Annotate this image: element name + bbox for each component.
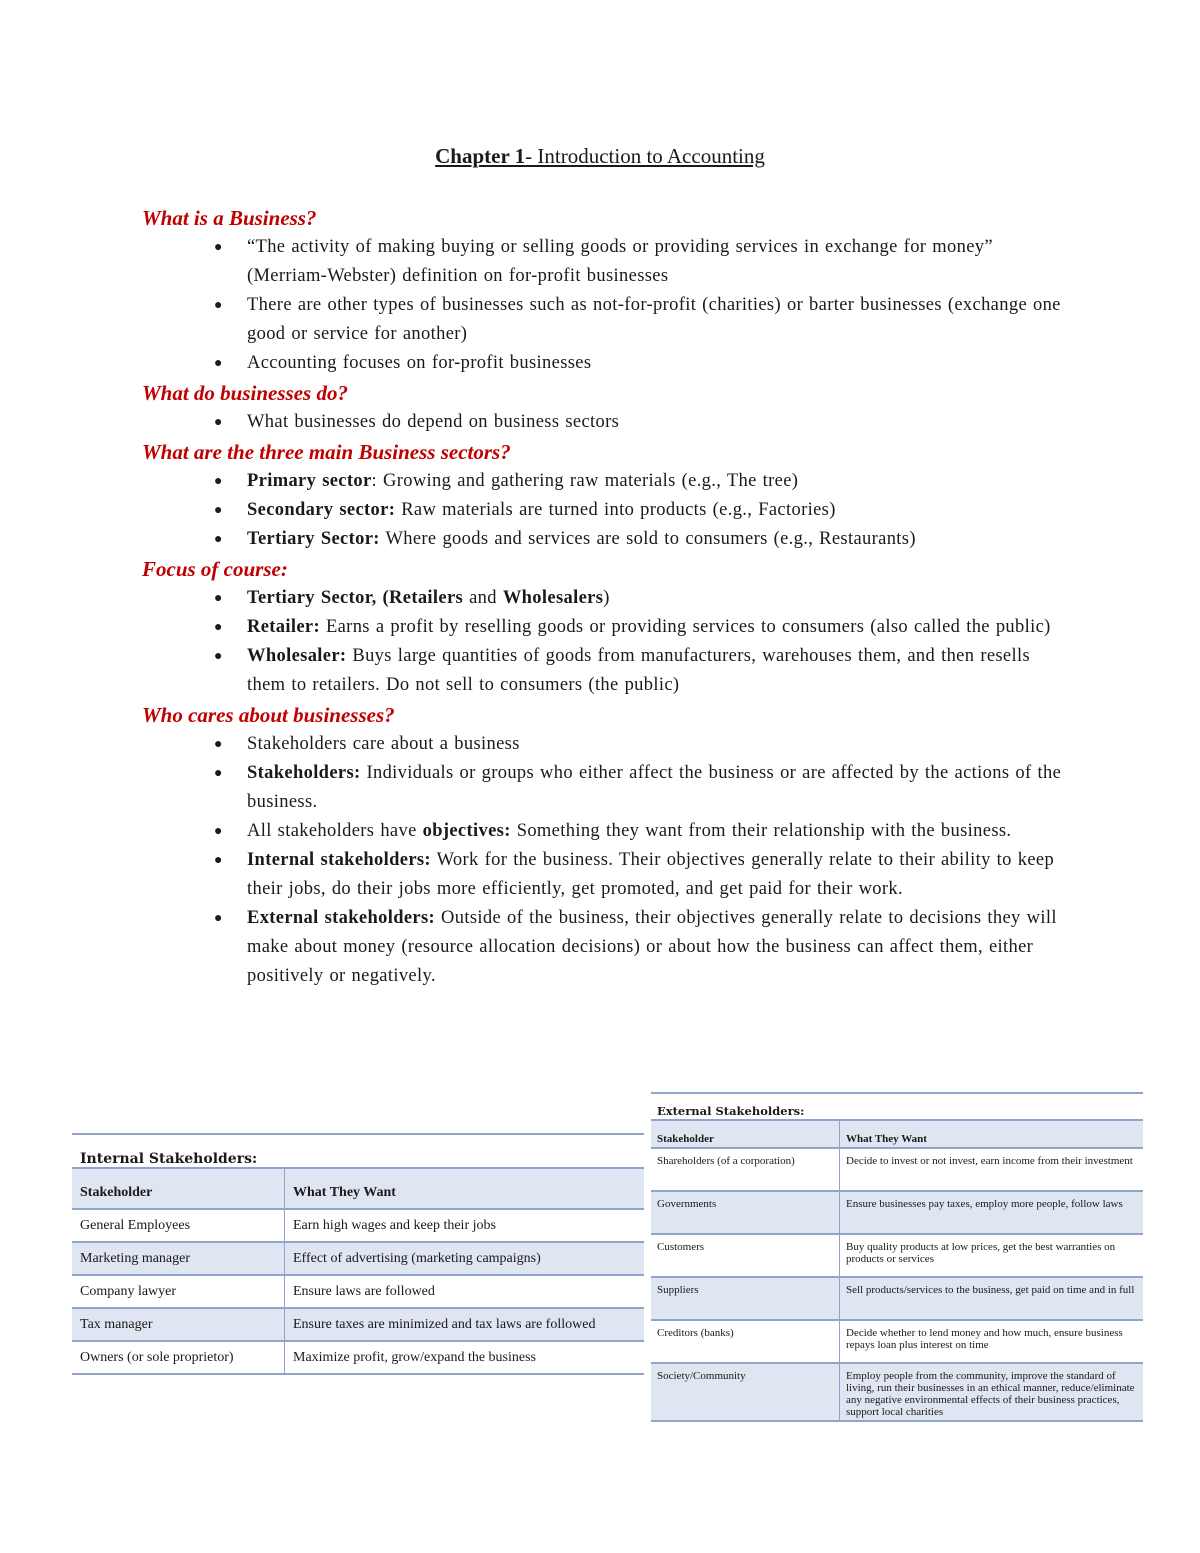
section-heading: Focus of course: bbox=[142, 557, 288, 581]
list-item bbox=[142, 730, 1072, 759]
bold-term: External stakeholders: bbox=[247, 908, 436, 928]
column-header: Stakeholder bbox=[72, 1169, 285, 1209]
bullet-icon: ● bbox=[214, 766, 223, 781]
table-row bbox=[651, 1363, 1143, 1421]
table-cell: Effect of advertising (marketing campaigns) bbox=[285, 1242, 645, 1275]
table-cell: Shareholders (of a corporation) bbox=[651, 1148, 840, 1191]
table-cell: Marketing manager bbox=[72, 1242, 285, 1275]
table-cell: Buy quality products at low prices, get the best warranties on products or services bbox=[840, 1234, 1144, 1277]
item-text: “The activity of making buying or selling goods or providing services in exchange for money” (Merriam-Webster) definition on for-profit businesses bbox=[247, 237, 993, 286]
bullet-icon: ● bbox=[214, 474, 223, 489]
list-item bbox=[142, 408, 1072, 437]
external-table-grid bbox=[651, 1121, 1143, 1422]
item-text: Accounting focuses on for-profit businesses bbox=[247, 353, 592, 373]
bullet-icon: ● bbox=[214, 503, 223, 518]
internal-table-grid bbox=[72, 1169, 644, 1375]
item-text: Individuals or groups who either affect the business or are affected by the actions of the business. bbox=[247, 763, 1062, 812]
bullet-list bbox=[142, 408, 1072, 437]
list-item bbox=[142, 584, 1072, 613]
table-cell: Creditors (banks) bbox=[651, 1320, 840, 1363]
table-row bbox=[651, 1148, 1143, 1191]
bullet-list bbox=[142, 467, 1072, 554]
bold-term: Wholesaler: bbox=[247, 646, 347, 666]
item-text: Stakeholders care about a business bbox=[247, 734, 520, 754]
table-row bbox=[72, 1341, 644, 1374]
bullet-icon: ● bbox=[214, 824, 223, 839]
title-chapter: Chapter 1 bbox=[435, 144, 526, 168]
table-header-row bbox=[72, 1169, 644, 1209]
bullet-icon: ● bbox=[214, 853, 223, 868]
bullet-icon: ● bbox=[214, 620, 223, 635]
table-row bbox=[651, 1234, 1143, 1277]
table-row bbox=[651, 1191, 1143, 1234]
bold-term: Secondary sector: bbox=[247, 500, 396, 520]
list-item bbox=[142, 525, 1072, 554]
list-item bbox=[142, 846, 1072, 904]
table-row bbox=[651, 1320, 1143, 1363]
item-text: : Growing and gathering raw materials (e.g., The tree) bbox=[371, 471, 799, 491]
bullet-icon: ● bbox=[214, 532, 223, 547]
item-text: ) bbox=[603, 588, 610, 608]
bold-term: Internal stakeholders: bbox=[247, 850, 431, 870]
bullet-list bbox=[142, 233, 1072, 378]
bullet-list bbox=[142, 730, 1072, 991]
list-item bbox=[142, 233, 1072, 291]
bullet-icon: ● bbox=[214, 737, 223, 752]
table-cell: Company lawyer bbox=[72, 1275, 285, 1308]
item-text: Outside of the business, their objectives generally relate to decisions they will make about money (resource allocation decisions) or about how the business can affect them, either positively or negatively. bbox=[247, 908, 1057, 986]
item-text: Earns a profit by reselling goods or providing services to consumers (also called the public) bbox=[320, 617, 1051, 637]
table-cell: Decide whether to lend money and how much, ensure business repays loan plus interest on time bbox=[840, 1320, 1144, 1363]
internal-table-caption: Internal Stakeholders: bbox=[72, 1133, 644, 1169]
item-text: Work for the business. Their objectives generally relate to their ability to keep their jobs, do their jobs more efficiently, get promoted, and get paid for their work. bbox=[247, 850, 1055, 899]
table-cell: Customers bbox=[651, 1234, 840, 1277]
item-text: and bbox=[463, 588, 503, 608]
item-text: Where goods and services are sold to consumers (e.g., Restaurants) bbox=[379, 529, 916, 549]
bullet-list bbox=[142, 584, 1072, 700]
bold-term: Primary sector bbox=[247, 471, 372, 491]
bold-term: Tertiary Sector: bbox=[247, 529, 380, 549]
list-item bbox=[142, 642, 1072, 700]
section-heading: Who cares about businesses? bbox=[142, 703, 395, 727]
bullet-icon: ● bbox=[214, 356, 223, 371]
list-item bbox=[142, 349, 1072, 378]
table-cell: Sell products/services to the business, get paid on time and in full bbox=[840, 1277, 1144, 1320]
bullet-icon: ● bbox=[214, 415, 223, 430]
column-header: What They Want bbox=[285, 1169, 645, 1209]
table-cell: Society/Community bbox=[651, 1363, 840, 1421]
table-cell: Governments bbox=[651, 1191, 840, 1234]
internal-stakeholders-table bbox=[72, 1133, 644, 1375]
list-item bbox=[142, 759, 1072, 817]
table-cell: Ensure taxes are minimized and tax laws are followed bbox=[285, 1308, 645, 1341]
list-item bbox=[142, 496, 1072, 525]
table-row bbox=[72, 1242, 644, 1275]
bullet-icon: ● bbox=[214, 298, 223, 313]
table-cell: Employ people from the community, improve the standard of living, run their businesses in an ethical manner, reduce/eliminate any negative environmental effects of their business practices, support local charities bbox=[840, 1363, 1144, 1421]
table-row bbox=[72, 1209, 644, 1242]
item-text: Something they want from their relationship with the business. bbox=[510, 821, 1012, 841]
table-cell: Suppliers bbox=[651, 1277, 840, 1320]
bullet-icon: ● bbox=[214, 240, 223, 255]
list-item bbox=[142, 467, 1072, 496]
table-cell: Ensure laws are followed bbox=[285, 1275, 645, 1308]
section-heading: What do businesses do? bbox=[142, 381, 348, 405]
column-header: Stakeholder bbox=[651, 1121, 840, 1148]
item-text: All stakeholders have bbox=[247, 821, 423, 841]
external-table-caption: External Stakeholders: bbox=[651, 1092, 1143, 1121]
bold-term: Wholesalers bbox=[502, 588, 604, 608]
bold-term: Stakeholders: bbox=[247, 763, 361, 783]
document-body bbox=[142, 203, 1072, 991]
section-heading: What are the three main Business sectors? bbox=[142, 440, 511, 464]
list-item bbox=[142, 817, 1072, 846]
external-stakeholders-table bbox=[651, 1092, 1143, 1422]
table-cell: Decide to invest or not invest, earn income from their investment bbox=[840, 1148, 1144, 1191]
table-row bbox=[651, 1277, 1143, 1320]
item-text: Buys large quantities of goods from manufacturers, warehouses them, and then resells them to retailers. Do not sell to consumers (the public) bbox=[247, 646, 1031, 695]
bullet-icon: ● bbox=[214, 911, 223, 926]
table-cell: Earn high wages and keep their jobs bbox=[285, 1209, 645, 1242]
table-row bbox=[72, 1275, 644, 1308]
title-rest: - Introduction to Accounting bbox=[525, 144, 765, 168]
table-cell: Owners (or sole proprietor) bbox=[72, 1341, 285, 1374]
bold-term: Retailer: bbox=[247, 617, 320, 637]
table-cell: Ensure businesses pay taxes, employ more people, follow laws bbox=[840, 1191, 1144, 1234]
page-title bbox=[0, 144, 1200, 169]
list-item bbox=[142, 613, 1072, 642]
table-cell: Tax manager bbox=[72, 1308, 285, 1341]
bullet-icon: ● bbox=[214, 649, 223, 664]
table-cell: General Employees bbox=[72, 1209, 285, 1242]
table-header-row bbox=[651, 1121, 1143, 1148]
table-cell: Maximize profit, grow/expand the business bbox=[285, 1341, 645, 1374]
bold-term: objectives: bbox=[422, 821, 511, 841]
bold-term: Tertiary Sector, (Retailers bbox=[247, 588, 464, 608]
item-text: Raw materials are turned into products (e.g., Factories) bbox=[395, 500, 836, 520]
column-header: What They Want bbox=[840, 1121, 1144, 1148]
item-text: There are other types of businesses such as not-for-profit (charities) or barter businesses (exchange one good or service for another) bbox=[247, 295, 1061, 344]
list-item bbox=[142, 291, 1072, 349]
bullet-icon: ● bbox=[214, 591, 223, 606]
table-row bbox=[72, 1308, 644, 1341]
section-heading: What is a Business? bbox=[142, 206, 317, 230]
item-text: What businesses do depend on business sectors bbox=[247, 412, 620, 432]
list-item bbox=[142, 904, 1072, 991]
